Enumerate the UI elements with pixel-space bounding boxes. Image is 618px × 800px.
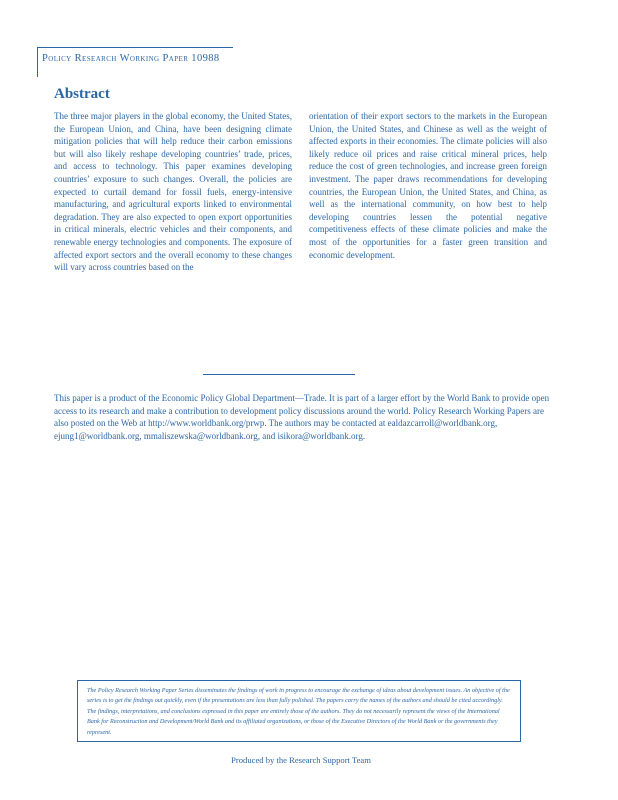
- series-tag-vertical-rule: [37, 47, 38, 77]
- section-divider: [203, 374, 355, 375]
- disclaimer-box: The Policy Research Working Paper Series disseminates the findings of work in progress to encourage the exchange of ideas about development issues. An objective of the series is to get the findings out quickly, even if the presentations are less than fully polished. The papers carry the names of the authors and should be cited accordingly. The findings, interpretations, and conclusions expressed in this paper are entirely those of the authors. They do not necessarily represent the views of the International Bank for Reconstruction and Development/World Bank and its affiliated organizations, or those of the Executive Directors of the World Bank or the governments they represent.: [77, 680, 521, 742]
- about-paragraph: This paper is a product of the Economic Policy Global Department—Trade. It is part of a larger effort by the World Bank to provide open access to its research and make a contribution to development policy discussions around the world. Policy Research Working Papers are also posted on the Web at http://www.worldbank.org/prwp. The authors may be contacted at ealdazcarroll@worldbank.org, ejung1@worldbank.org, mmaliszewska@worldbank.org, and isikora@worldbank.org.: [54, 393, 550, 441]
- series-label: Policy Research Working Paper 10988: [42, 53, 220, 64]
- abstract-heading: Abstract: [54, 86, 110, 102]
- series-tag-horizontal-rule: [37, 47, 233, 48]
- abstract-column-left: The three major players in the global economy, the United States, the European Union, and China, have been designing climate mitigation policies that will help reduce their carbon emissions but will also likely reshape developing countries’ trade, prices, and access to technology. This paper examines developing countries’ exposure to such changes. Overall, the policies are expected to curtail demand for fossil fuels, energy-intensive manufacturing, and agricultural exports linked to environmental degradation. They are also expected to open export opportunities in critical minerals, electric vehicles and their components, and renewable energy technologies and components. The exposure of affected export sectors and the overall economy to these changes will vary across countries based on the: [54, 111, 292, 273]
- series-tag: [37, 47, 233, 77]
- abstract-column-right: orientation of their export sectors to the markets in the European Union, the United States, and Chinese as well as the weight of affected exports in their economies. The climate policies will also likely reduce oil prices and raise critical mineral prices, help reduce the cost of green technologies, and increase green foreign investment. The paper draws recommendations for developing countries, the European Union, the United States, and China, as well as the international community, on how best to help developing countries lessen the potential negative competitiveness effects of these climate policies and make the most of the opportunities for a faster green transition and economic development.: [309, 111, 547, 260]
- produced-by-footer: Produced by the Research Support Team: [231, 755, 371, 765]
